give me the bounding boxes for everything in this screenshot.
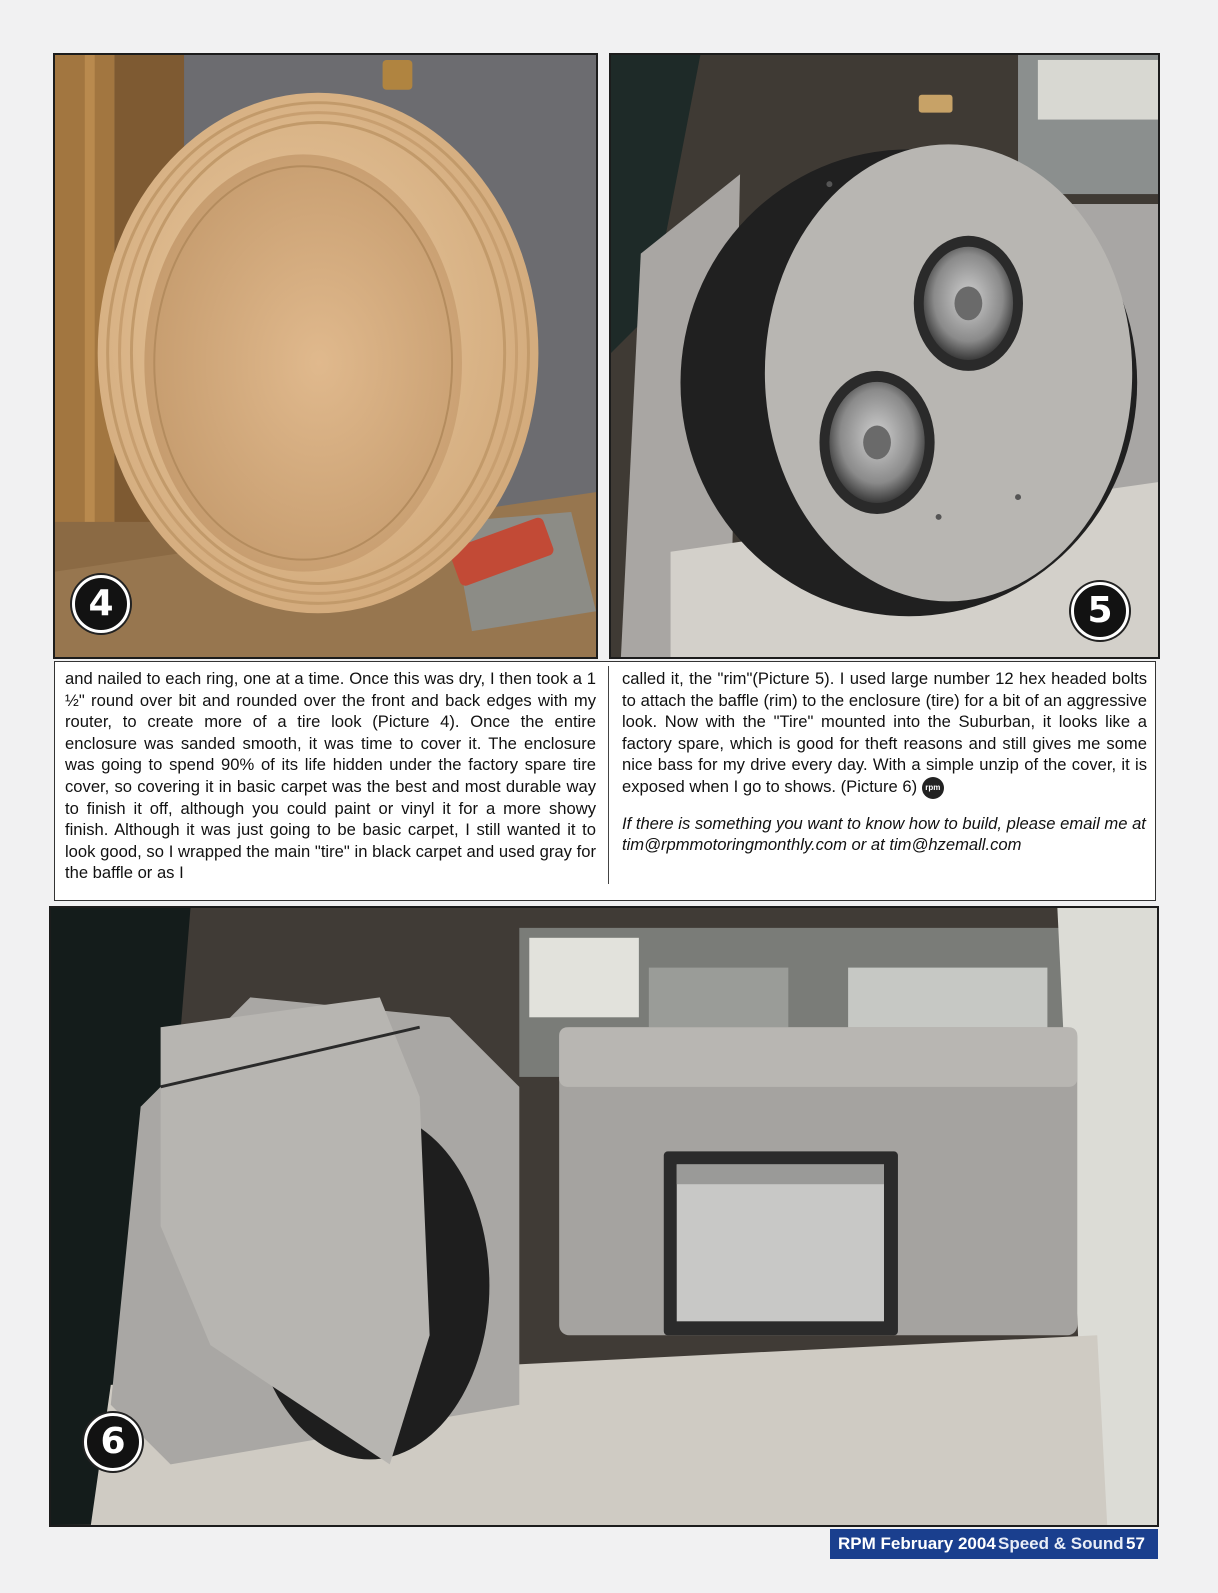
- photo-6-cover-and-amplifier: [49, 906, 1159, 1527]
- article-column-2-text: called it, the "rim"(Picture 5). I used large number 12 hex headed bolts to attach the baffle (rim) to the enclosure (tire) for a bit of an aggressive look. Now with the "Tire" mounted into the Suburban, it looks like a factory spare, which is good for theft reasons and still gives me some nice bass for my drive every day. With a simple unzip of the cover, it is exposed when I go to shows. (Picture 6): [622, 669, 1147, 796]
- photo-4-wood-enclosure: [53, 53, 598, 659]
- photo-5-installed-enclosure: [609, 53, 1160, 659]
- footer-section-title: Speed & Sound: [998, 1534, 1124, 1553]
- picture-number-badge: 4: [72, 575, 130, 633]
- footer-page-number: 57: [1126, 1534, 1145, 1553]
- article-column-1: and nailed to each ring, one at a time. Once this was dry, I then took a 1 ½" round over bit and rounded over the front and back edges with my router, to create more of a tire look (Picture 4). Once the entire enclosure was sanded smooth, it was time to cover it. The enclosure was going to spend 90% of its life hidden under the factory spare tire cover, so covering it in basic carpet was the best and most durable way to finish it off, although you could paint or vinyl it for a more showy finish. Although it was just going to be basic carpet, I still wanted it to look good, so I wrapped the main "tire" in black carpet and used gray for the baffle or as I: [65, 669, 596, 883]
- article-text-box: [54, 661, 1156, 901]
- article-column-2: [622, 668, 1147, 856]
- contact-note: If there is something you want to know how to build, please email me at tim@rpmmotoringmonthly.com or at tim@hzemall.com: [622, 813, 1146, 855]
- page-footer-bar: [830, 1529, 1158, 1559]
- column-divider: [608, 666, 609, 884]
- footer-magazine-issue: RPM February 2004: [838, 1534, 996, 1553]
- photo-4-image: [55, 55, 596, 657]
- rpm-end-logo: rpm: [922, 777, 944, 799]
- photo-6-image: [51, 908, 1157, 1525]
- photo-5-image: [611, 55, 1158, 657]
- picture-number-badge: 6: [84, 1413, 142, 1471]
- picture-number-badge: 5: [1071, 582, 1129, 640]
